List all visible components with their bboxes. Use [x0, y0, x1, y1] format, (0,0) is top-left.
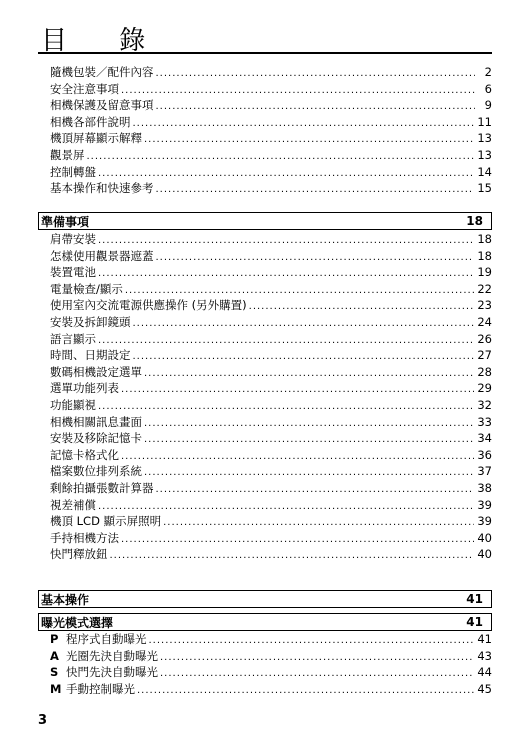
toc-entry-page: 33 — [477, 414, 492, 429]
section-header-preparation[interactable] — [38, 212, 492, 230]
toc-entry-page: 18 — [477, 248, 492, 263]
toc-entry[interactable] — [38, 414, 492, 431]
toc-entry-label: 觀景屏 — [50, 147, 85, 162]
toc-entry[interactable] — [38, 664, 492, 681]
toc-entry-page: 28 — [477, 364, 492, 379]
toc-entry-label: 程序式自動曝光 — [66, 632, 147, 646]
toc-entry[interactable] — [38, 180, 492, 197]
toc-entry-page: 23 — [477, 298, 492, 313]
toc-entry-label: 隨機包裝／配件內容 — [50, 65, 154, 79]
toc-entry-label: 控制轉盤 — [50, 164, 96, 179]
toc-entry-label: 怎樣使用觀景器遮蓋 — [50, 248, 154, 263]
title-rule — [38, 52, 492, 54]
toc-entry-page: 39 — [477, 514, 492, 529]
toc-entry[interactable] — [38, 331, 492, 348]
toc-entry-page: 40 — [477, 530, 492, 545]
toc-entry[interactable] — [38, 297, 492, 314]
leader-dots — [156, 182, 475, 199]
toc-entry-label: 裝置電池 — [50, 265, 96, 280]
toc-entry-page: 11 — [477, 114, 492, 129]
toc-entry-label: 相機各部件說明 — [50, 114, 131, 129]
toc-entry-label: 剩餘拍攝張數計算器 — [50, 480, 154, 495]
toc-entry[interactable] — [38, 513, 492, 530]
section-title: 準備事項 — [41, 214, 90, 229]
section-title: 基本操作 — [41, 592, 90, 607]
toc-entry-page: 37 — [477, 464, 492, 479]
toc-entry[interactable] — [38, 546, 492, 563]
toc-entry-page: 41 — [477, 632, 492, 646]
toc-preparation — [38, 231, 492, 563]
toc-entry[interactable] — [38, 314, 492, 331]
toc-entry[interactable] — [38, 364, 492, 381]
toc-entry-page: 40 — [477, 547, 492, 562]
toc-entry-label: 快門釋放鈕 — [50, 547, 108, 562]
toc-entry-label: 使用室內交流電源供應操作 (另外購置) — [50, 298, 247, 313]
toc-entry-label: 安全注意事項 — [50, 81, 119, 96]
toc-exposure-modes — [38, 631, 492, 697]
toc-entry[interactable] — [38, 397, 492, 414]
section-page: 18 — [466, 214, 483, 228]
toc-entry-label: 基本操作和快速參考 — [50, 181, 154, 196]
toc-entry-page: 36 — [477, 447, 492, 462]
toc-entry-label: 相機保護及留意事項 — [50, 98, 154, 113]
leader-dots — [110, 548, 475, 565]
toc-entry-label: 記憶卡格式化 — [50, 447, 119, 462]
toc-entry[interactable] — [38, 480, 492, 497]
toc-entry-label: 數碼相機設定選單 — [50, 364, 142, 379]
toc-entry-label: 機頂 LCD 顯示屏照明 — [50, 514, 162, 529]
toc-entry[interactable] — [38, 114, 492, 131]
toc-entry-label: 檔案數位排列系統 — [50, 464, 142, 479]
page-number: 3 — [38, 713, 48, 728]
toc-entry[interactable] — [38, 97, 492, 114]
toc-entry-page: 6 — [484, 81, 492, 96]
toc-entry-label: 光圈先決自動曝光 — [66, 648, 158, 663]
toc-entry[interactable] — [38, 497, 492, 514]
section-header-exposure-mode[interactable] — [38, 613, 492, 631]
toc-entry-page: 29 — [477, 381, 492, 396]
toc-entry[interactable] — [38, 430, 492, 447]
toc-entry-label: 語言顯示 — [50, 331, 96, 346]
toc-entry-page: 34 — [477, 431, 492, 446]
toc-entry[interactable] — [38, 281, 492, 298]
mode-letter: A — [50, 648, 59, 663]
toc-entry-page: 38 — [477, 480, 492, 495]
toc-entry-label: 安裝及移除記憶卡 — [50, 431, 142, 446]
toc-entry-label: 電量檢查/顯示 — [50, 281, 123, 296]
toc-entry-label: 肩帶安裝 — [50, 232, 96, 246]
toc-entry-page: 32 — [477, 397, 492, 412]
mode-letter: M — [50, 681, 62, 696]
toc-entry-page: 26 — [477, 331, 492, 346]
toc-entry-page: 2 — [484, 65, 492, 79]
toc-entry-label: 選單功能列表 — [50, 381, 119, 396]
toc-entry-label: 手持相機方法 — [50, 530, 119, 545]
toc-entry-label: 視差補償 — [50, 497, 96, 512]
toc-entry-page: 24 — [477, 314, 492, 329]
toc-entry-page: 43 — [477, 648, 492, 663]
toc-entry[interactable] — [38, 447, 492, 464]
toc-entry[interactable] — [38, 648, 492, 665]
toc-entry[interactable] — [38, 164, 492, 181]
toc-entry[interactable] — [38, 130, 492, 147]
toc-entry[interactable] — [38, 264, 492, 281]
toc-entry-label: 機頂屏幕顯示解釋 — [50, 131, 142, 146]
page-title: 目 錄 — [41, 26, 168, 56]
mode-letter: S — [50, 665, 59, 680]
section-header-basic-operation[interactable] — [38, 590, 492, 608]
toc-entry-page: 14 — [477, 164, 492, 179]
toc-entry-page: 44 — [477, 665, 492, 680]
section-title: 曝光模式選擇 — [41, 615, 114, 630]
toc-entry-page: 18 — [477, 232, 492, 246]
toc-entry-page: 13 — [477, 147, 492, 162]
mode-letter: P — [50, 632, 59, 646]
leader-dots — [137, 683, 474, 700]
toc-entry[interactable] — [38, 64, 492, 81]
toc-entry-label: 手動控制曝光 — [66, 681, 135, 696]
toc-entry[interactable] — [38, 81, 492, 98]
toc-entry[interactable] — [38, 147, 492, 164]
section-page: 41 — [466, 592, 483, 606]
section-page: 41 — [466, 615, 483, 629]
toc-entry[interactable] — [38, 380, 492, 397]
toc-entry-page: 27 — [477, 348, 492, 363]
toc-entry-page: 22 — [477, 281, 492, 296]
toc-entry-page: 13 — [477, 131, 492, 146]
toc-entry[interactable] — [38, 463, 492, 480]
toc-entry-page: 19 — [477, 265, 492, 280]
toc-entry-label: 相機相關訊息畫面 — [50, 414, 142, 429]
toc-entry-page: 45 — [477, 681, 492, 696]
toc-entry-page: 9 — [484, 98, 492, 113]
toc-entry[interactable] — [38, 530, 492, 547]
toc-entry[interactable] — [38, 347, 492, 364]
toc-entry-label: 功能顯視 — [50, 397, 96, 412]
toc-entry-label: 安裝及拆卸鏡頭 — [50, 314, 131, 329]
toc-entry-label: 快門先決自動曝光 — [66, 665, 158, 680]
toc-entry-page: 15 — [477, 181, 492, 196]
toc-entry[interactable] — [38, 248, 492, 265]
toc-entry-page: 39 — [477, 497, 492, 512]
toc-entry[interactable] — [38, 681, 492, 698]
toc-intro — [38, 64, 492, 197]
toc-entry[interactable] — [38, 631, 492, 648]
toc-entry-label: 時間、日期設定 — [50, 348, 131, 363]
toc-entry[interactable] — [38, 231, 492, 248]
